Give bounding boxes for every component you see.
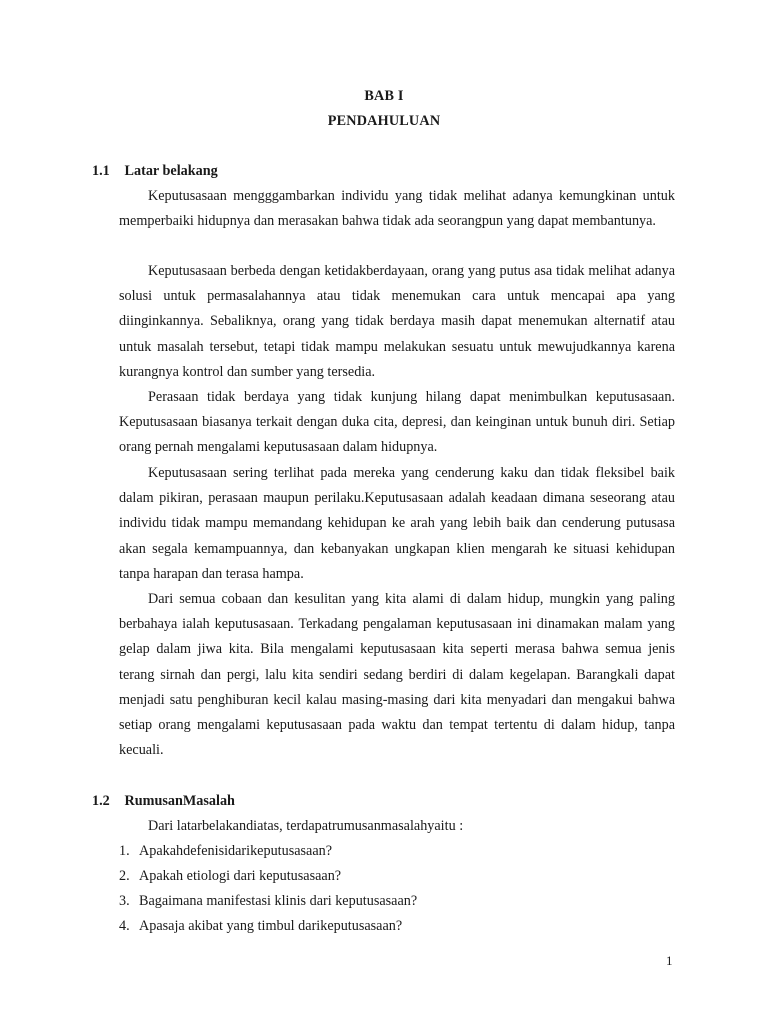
list-item <box>119 843 332 860</box>
paragraph-4: Keputusasaan sering terlihat pada mereka yang cenderung kaku dan tidak fleksibel baik dalam pikiran, perasaan maupun perilaku.Keputusasaan adalah keadaan dimana seseorang atau individu tidak mampu memandang kehidupan ke arah yang lebih baik dan cenderung putusasa akan segala kemampuannya, dan kebanyakan ungkapan klien mengarah ke situasi kehidupan tanpa harapan dan terasa hampa. <box>119 465 675 582</box>
list-text: Apakah etiologi dari keputusasaan? <box>139 868 342 884</box>
list-item <box>119 893 417 910</box>
section-title: RumusanMasalah <box>124 793 235 809</box>
list-text: Bagaimana manifestasi klinis dari keputusasaan? <box>139 893 418 909</box>
list-item <box>119 918 402 935</box>
list-number: 3. <box>119 893 130 909</box>
list-item <box>119 868 341 885</box>
section-number: 1.1 <box>92 163 110 179</box>
list-text: Apakahdefenisidarikeputusasaan? <box>139 843 333 859</box>
paragraph-3: Perasaan tidak berdaya yang tidak kunjung hilang dapat menimbulkan keputusasaan. Keputusasaan biasanya terkait dengan duka cita, depresi, dan keinginan untuk bunuh diri. Setiap orang pernah mengalami keputusasaan dalam hidupnya. <box>119 389 675 456</box>
section-heading-1-1 <box>92 163 218 180</box>
problem-intro: Dari latarbelakandiatas, terdapatrumusanmasalahyaitu : <box>148 818 464 834</box>
paragraph-2: Keputusasaan berbeda dengan ketidakberdayaan, orang yang putus asa tidak melihat adanya solusi untuk permasalahannya atau tidak menemukan cara untuk mencapai apa yang diinginkannya. Sebaliknya, orang yang tidak berdaya masih dapat menemukan alternatif atau untuk masalah tersebut, tetapi tidak mampu melakukan sesuatu untuk mewujudkannya karena kurangnya kontrol dan sumber yang tersedia. <box>119 263 675 380</box>
list-number: 1. <box>119 843 130 859</box>
section-title: Latar belakang <box>124 163 218 179</box>
section-number: 1.2 <box>92 793 110 809</box>
paragraph-1: Keputusasaan mengggambarkan individu yang tidak melihat adanya kemungkinan untuk memperbaiki hidupnya dan merasakan bahwa tidak ada seorangpun yang dapat membantunya. <box>119 188 675 230</box>
paragraph-5: Dari semua cobaan dan kesulitan yang kita alami di dalam hidup, mungkin yang paling berbahaya ialah keputusasaan. Terkadang pengalaman keputusasaan ini dinamakan malam yang gelap dalam jiwa kita. Bila mengalami keputusasaan kita seperti merasa bahwa semua jenis terang sirnah dan pergi, lalu kita sendiri sedang berdiri di dalam kegelapan. Barangkali dapat menjadi satu penghiburan kecil kalau masing-masing dari kita menyadari dan mengakui bahwa setiap orang mengalami keputusasaan pada waktu dan tempat tertentu di dalam hidup, tanpa kecuali. <box>119 591 675 759</box>
chapter-title: PENDAHULUAN <box>327 113 441 129</box>
section-heading-1-2 <box>92 793 235 810</box>
list-number: 4. <box>119 918 130 934</box>
list-text: Apasaja akibat yang timbul darikeputusasaan? <box>139 918 403 934</box>
list-number: 2. <box>119 868 130 884</box>
page-number: 1 <box>666 953 673 968</box>
chapter-label: BAB I <box>364 88 404 104</box>
